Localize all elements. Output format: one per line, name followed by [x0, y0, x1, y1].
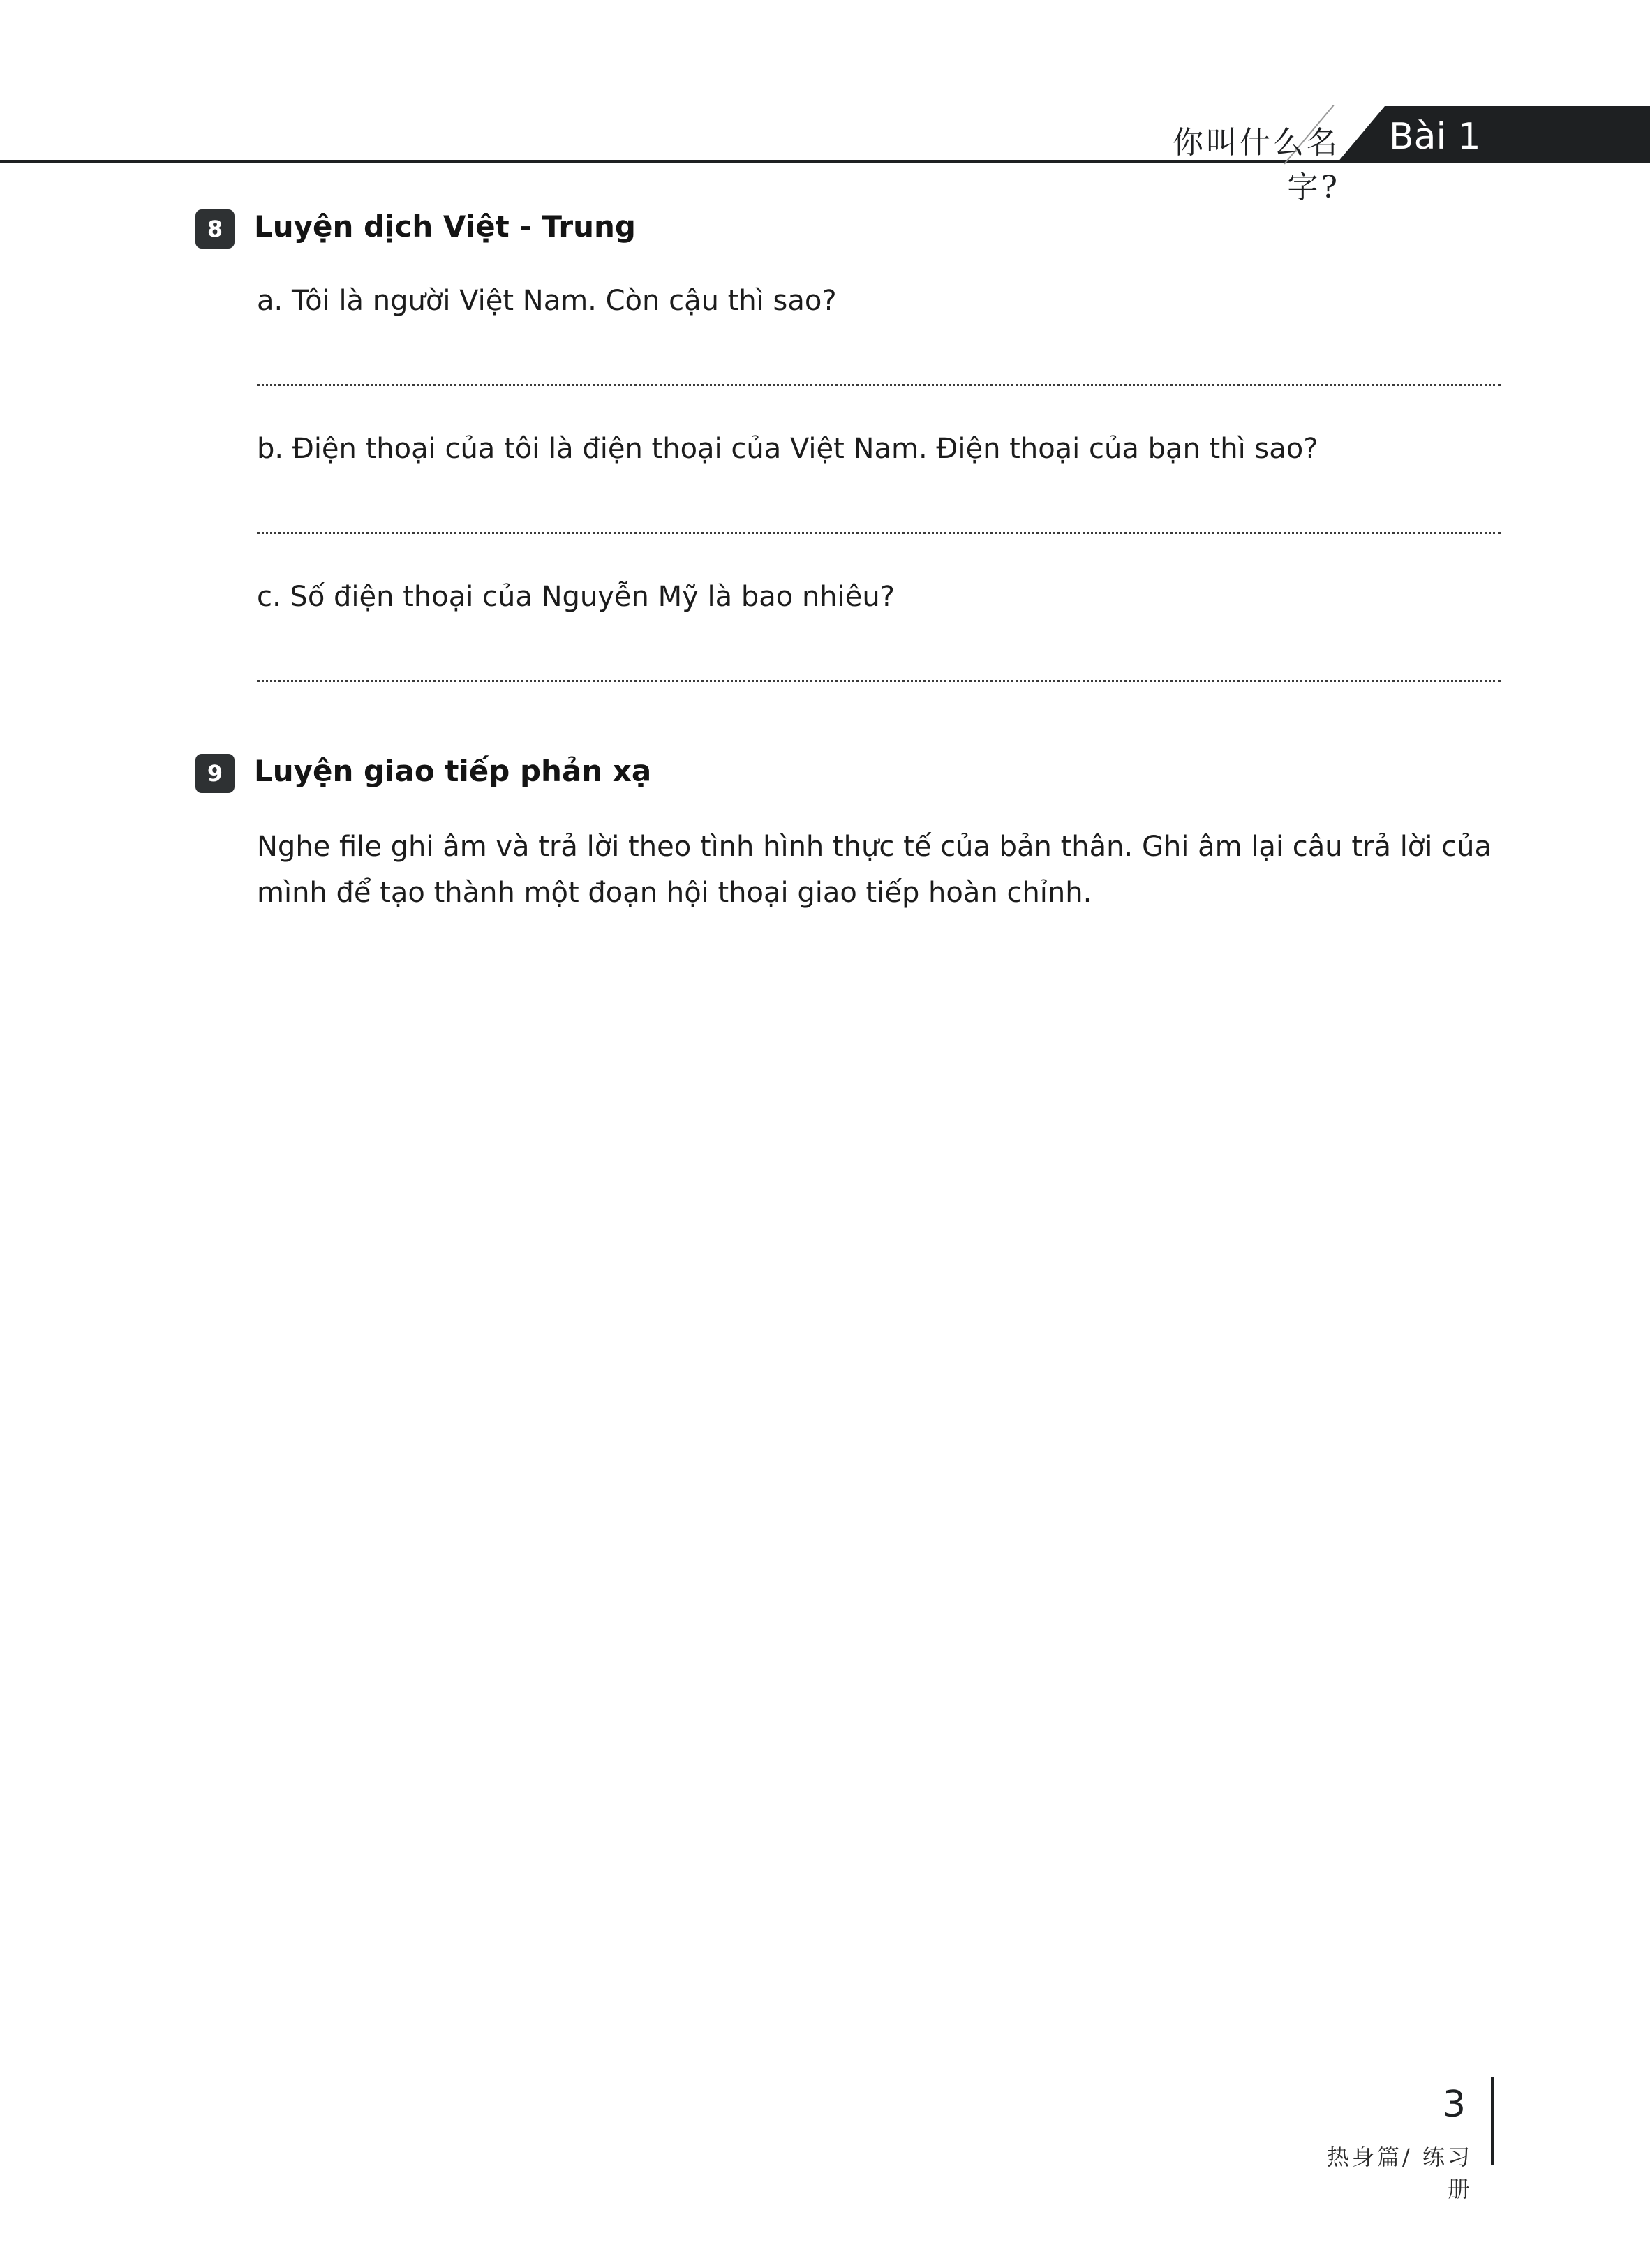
- section-title: Luyện dịch Việt - Trung: [254, 209, 636, 244]
- page-number: 3: [1442, 2084, 1466, 2126]
- question-a: a. Tôi là người Việt Nam. Còn cậu thì sao?: [257, 285, 837, 317]
- book-title: 热身篇/ 练习册: [1327, 2144, 1473, 2202]
- answer-line-a[interactable]: [257, 384, 1501, 386]
- section-number-badge: 9: [195, 754, 235, 793]
- footer-rule: [1491, 2077, 1494, 2165]
- answer-line-b[interactable]: [257, 532, 1501, 534]
- section-number-badge: 8: [195, 209, 235, 249]
- lesson-title: 你叫什么名字?: [1173, 125, 1340, 205]
- question-c: c. Số điện thoại của Nguyễn Mỹ là bao nhiêu?: [257, 581, 895, 613]
- lesson-badge: Bài 1: [1389, 116, 1481, 158]
- question-b: b. Điện thoại của tôi là điện thoại của Việt Nam. Điện thoại của bạn thì sao?: [257, 433, 1318, 465]
- lesson-badge-background: [1337, 106, 1650, 163]
- answer-line-c[interactable]: [257, 680, 1501, 682]
- section-title: Luyện giao tiếp phản xạ: [254, 754, 652, 788]
- instruction-text: Nghe file ghi âm và trả lời theo tình hình thực tế của bản thân. Ghi âm lại câu trả lời của mình để tạo thành một đoạn hội thoại giao tiếp hoàn chỉnh.: [257, 831, 1492, 909]
